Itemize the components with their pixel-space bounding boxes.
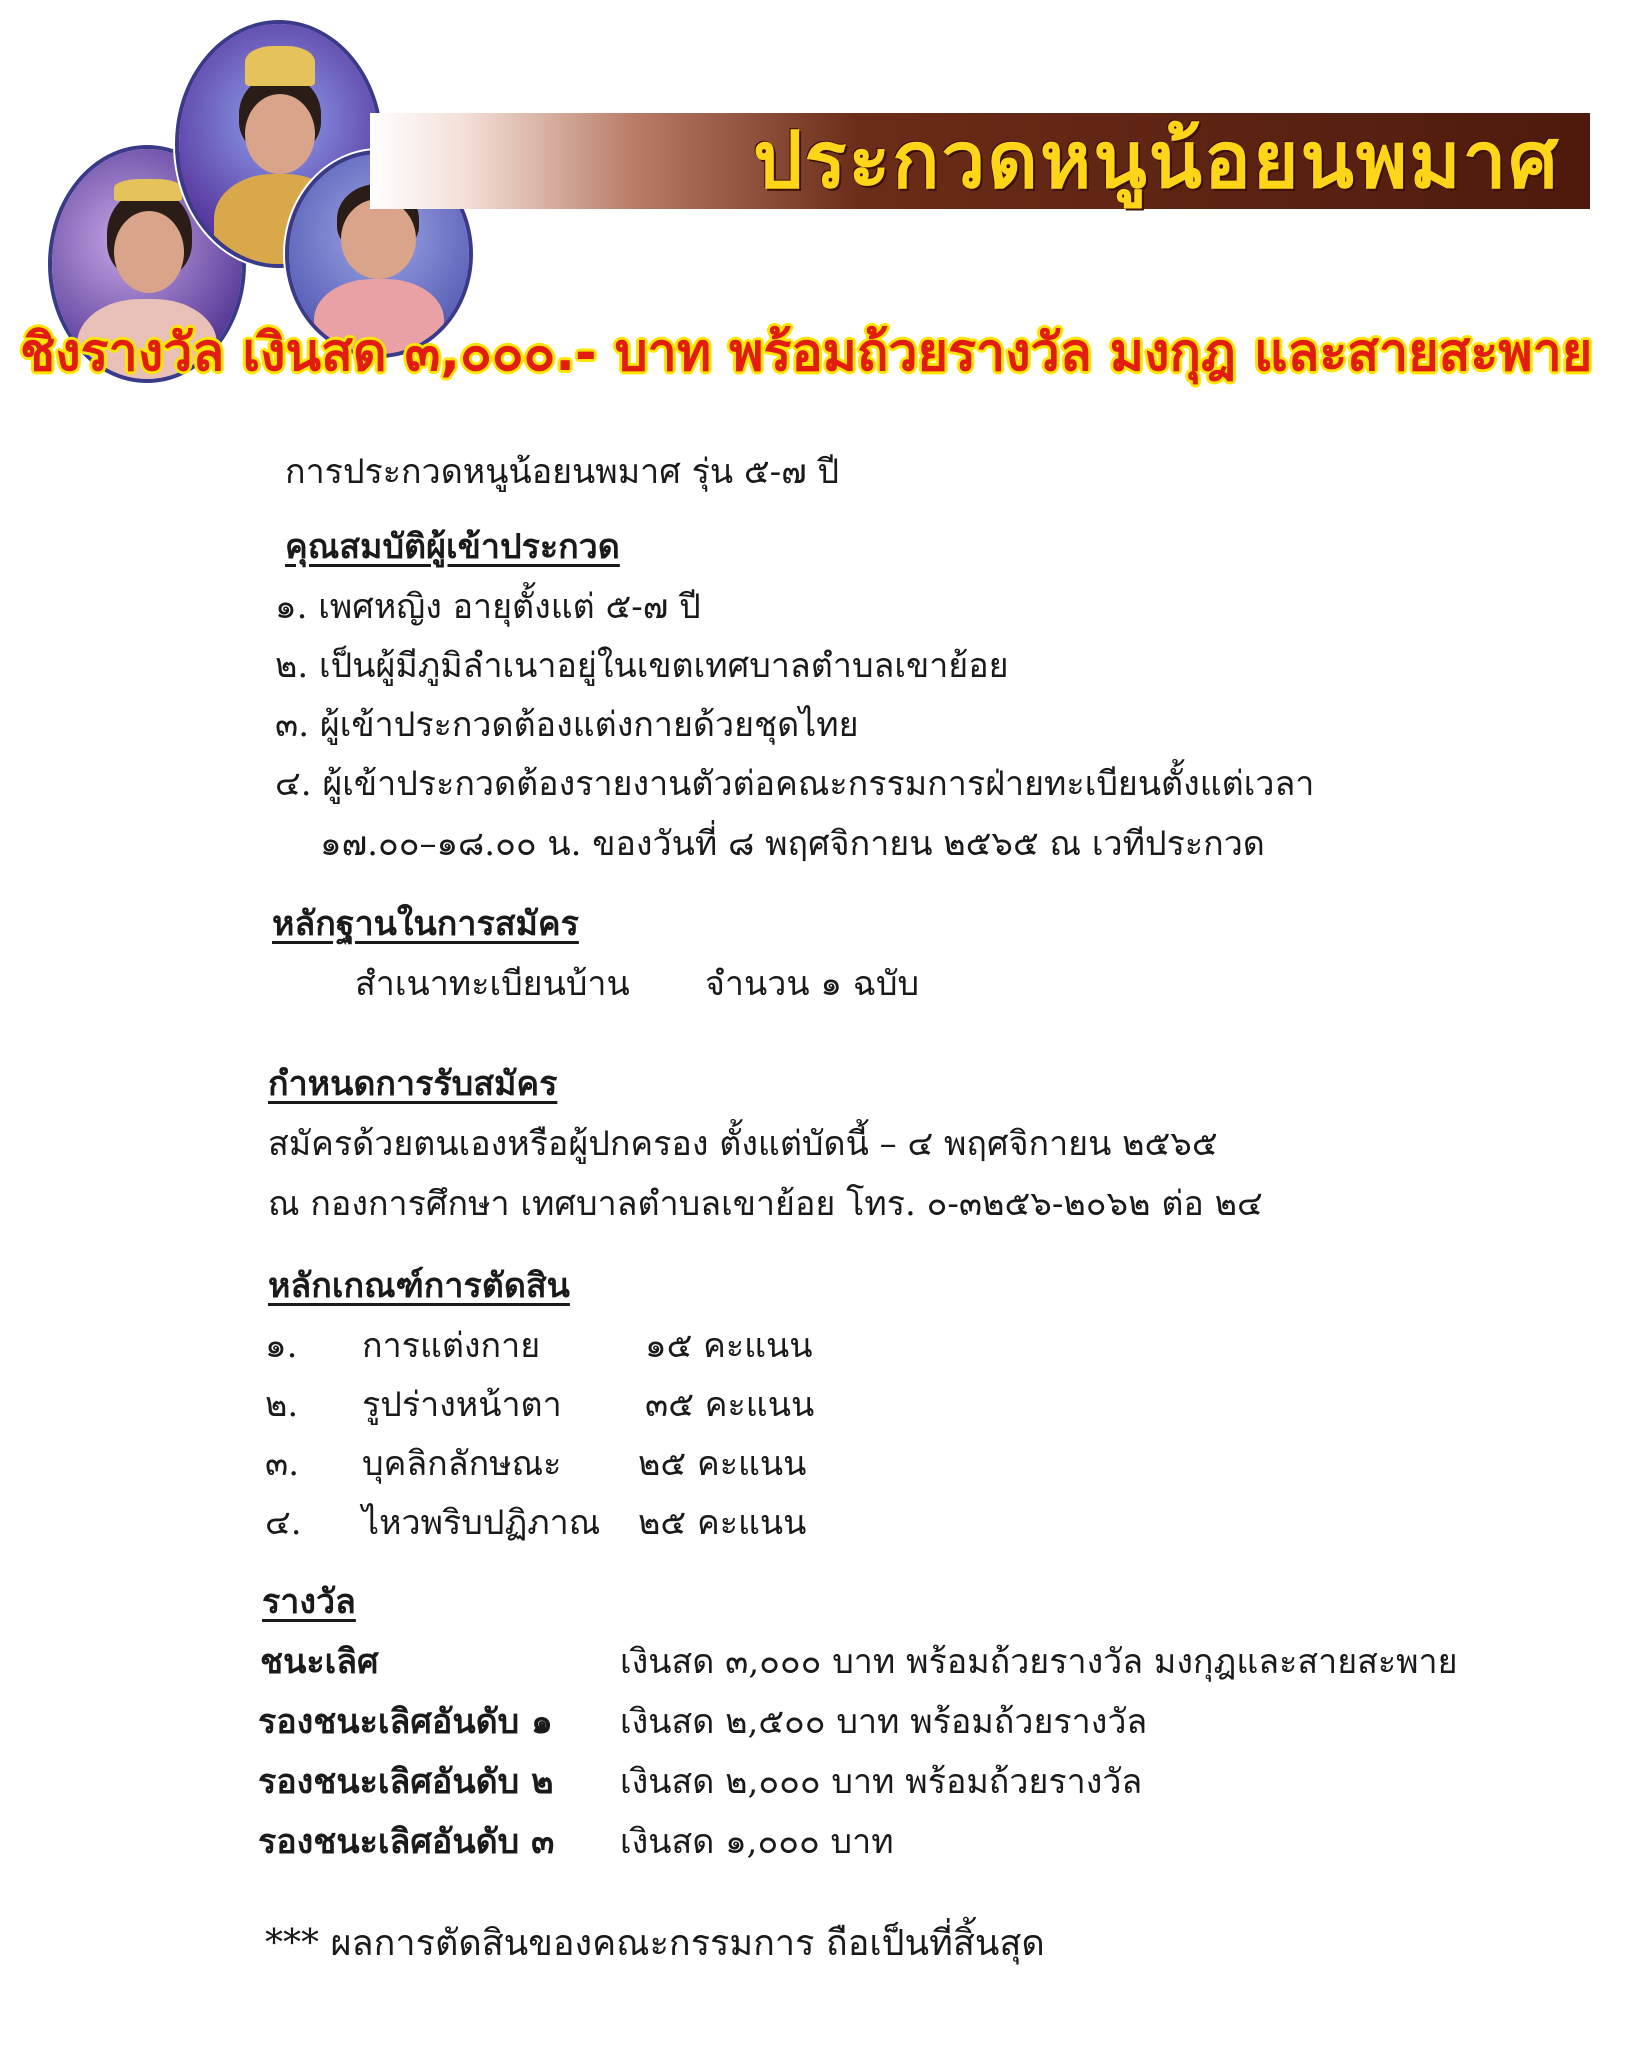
award-prize: เงินสด ๓,๐๐๐ บาท พร้อมถ้วยรางวัล มงกุฎและสายสะพาย [620,1642,1458,1682]
qualification-item-3: ๓. ผู้เข้าประกวดต้องแต่งกายด้วยชุดไทย [275,705,859,745]
awards-heading: รางวัล [262,1582,356,1622]
award-rank: ชนะเลิศ [260,1642,379,1682]
qualification-item-4-continued: ๑๗.๐๐–๑๘.๐๐ น. ของวันที่ ๘ พฤศจิกายน ๒๕๖๕ ณ เวทีประกวด [320,824,1265,864]
criteria-score: ๒๕ คะแนน [638,1503,807,1543]
award-rank: รองชนะเลิศอันดับ ๓ [258,1822,555,1862]
award-prize: เงินสด ๒,๕๐๐ บาท พร้อมถ้วยรางวัล [620,1702,1148,1742]
criteria-number: ๓. [265,1444,300,1484]
criteria-label: รูปร่างหน้าตา [362,1385,562,1425]
criteria-heading: หลักเกณฑ์การตัดสิน [268,1266,570,1306]
criteria-score: ๑๕ คะแนน [645,1326,813,1366]
footer-note: *** ผลการตัดสินของคณะกรรมการ ถือเป็นที่สิ้นสุด [265,1923,1045,1964]
criteria-label: บุคลิกลักษณะ [362,1444,562,1484]
registration-line-1: สมัครด้วยตนเองหรือผู้ปกครอง ตั้งแต่บัดนี้ – ๔ พฤศจิกายน ๒๕๖๕ [268,1124,1218,1164]
criteria-number: ๔. [265,1503,302,1543]
title-banner [370,113,1590,209]
registration-line-2: ณ กองการศึกษา เทศบาลตำบลเขาย้อย โทร. ๐-๓๒๕๖-๒๐๖๒ ต่อ ๒๔ [268,1184,1263,1224]
criteria-number: ๑. [265,1326,298,1366]
qualification-item-4: ๔. ผู้เข้าประกวดต้องรายงานตัวต่อคณะกรรมการฝ่ายทะเบียนตั้งแต่เวลา [275,764,1315,804]
award-rank: รองชนะเลิศอันดับ ๒ [258,1762,554,1802]
prize-headline: ชิงรางวัล เงินสด ๓,๐๐๐.- บาท พร้อมถ้วยรางวัล มงกุฎ และสายสะพาย [20,323,1593,383]
award-prize: เงินสด ๑,๐๐๐ บาท [620,1822,894,1862]
criteria-score: ๒๕ คะแนน [638,1444,807,1484]
award-prize: เงินสด ๒,๐๐๐ บาท พร้อมถ้วยรางวัล [620,1762,1143,1802]
criteria-label: ไหวพริบปฏิภาณ [362,1503,601,1543]
documents-item: สำเนาทะเบียนบ้าน [355,964,630,1004]
qualifications-heading: คุณสมบัติผู้เข้าประกวด [285,527,620,567]
criteria-label: การแต่งกาย [362,1326,541,1366]
documents-heading: หลักฐานในการสมัคร [272,904,579,944]
registration-heading: กำหนดการรับสมัคร [268,1064,558,1104]
criteria-score: ๓๕ คะแนน [645,1385,815,1425]
award-rank: รองชนะเลิศอันดับ ๑ [258,1702,553,1742]
page-title: ประกวดหนูน้อยนพมาศ [752,116,1560,206]
documents-quantity: จำนวน ๑ ฉบับ [705,964,920,1004]
qualification-item-2: ๒. เป็นผู้มีภูมิลำเนาอยู่ในเขตเทศบาลตำบลเขาย้อย [275,646,1009,686]
criteria-number: ๒. [265,1385,299,1425]
contest-intro: การประกวดหนูน้อยนพมาศ รุ่น ๕-๗ ปี [285,452,840,492]
qualification-item-1: ๑. เพศหญิง อายุตั้งแต่ ๕-๗ ปี [275,587,701,627]
